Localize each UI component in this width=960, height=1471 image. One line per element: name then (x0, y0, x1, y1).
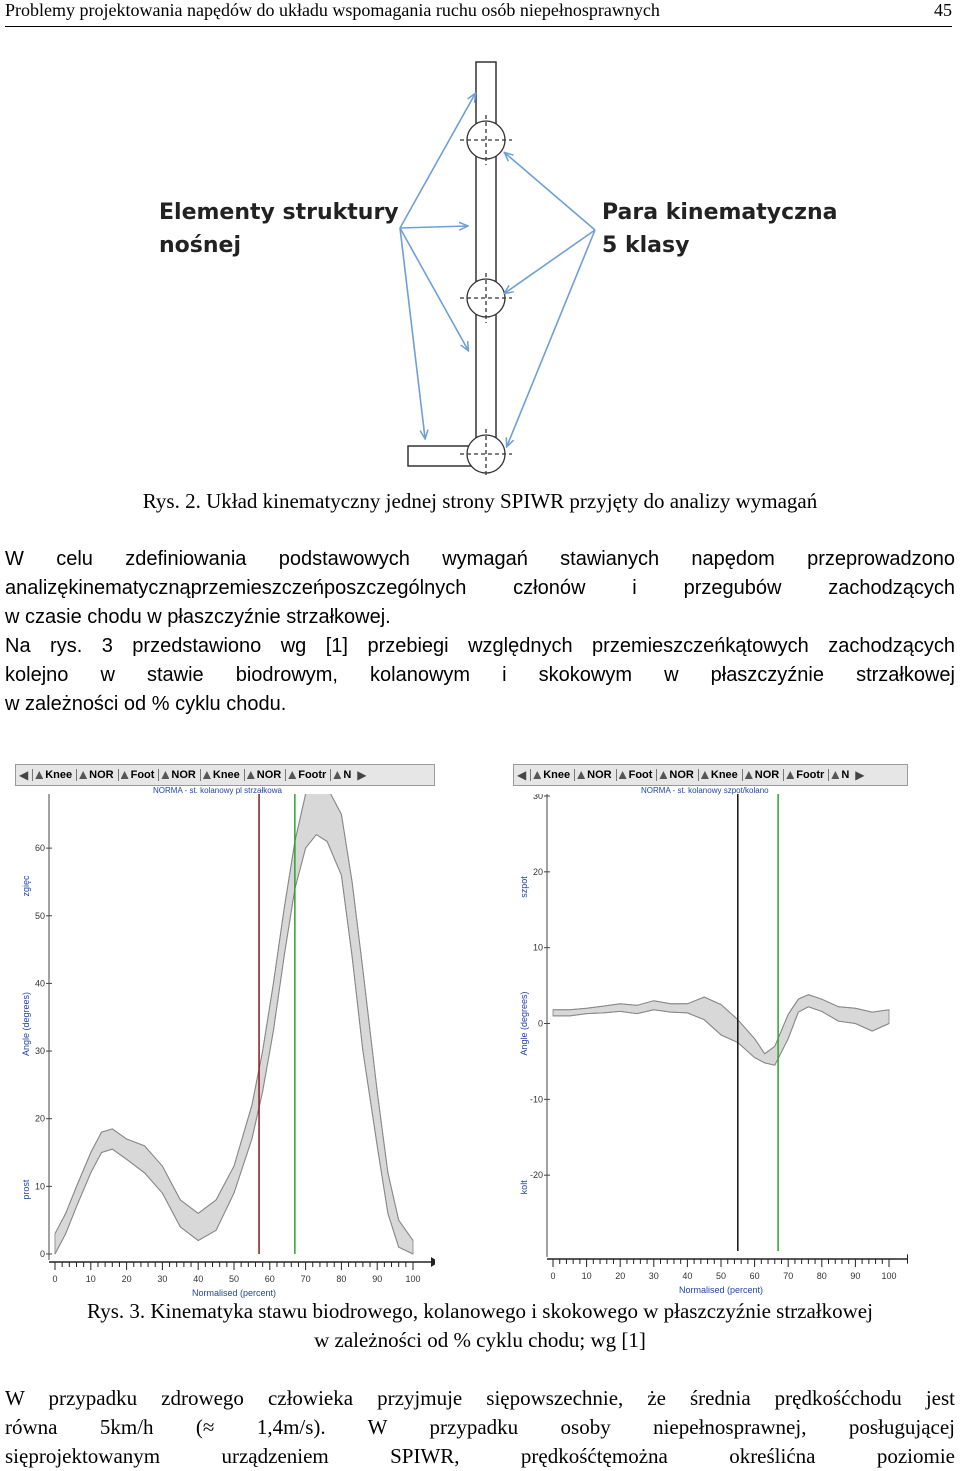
chart-left-ytick-label: 40 (34, 978, 45, 989)
chart-left-ytick-label: 60 (34, 843, 45, 854)
toolbar-right-item-3[interactable]: Foot (616, 769, 655, 781)
chart-left-y-axis-top-label: zgięc (21, 875, 31, 897)
chart-left-subtitle: NORMA - st. kolanowy pl strzałkowa (153, 786, 282, 795)
chart-right-ytick-label: -20 (529, 1170, 543, 1181)
chart-right-xtick-label: 30 (648, 1271, 659, 1281)
chart-right-subtitle: NORMA - st. kolanowy szpot/kolano (641, 786, 769, 795)
figure-2-caption: Rys. 2. Układ kinematyczny jednej strony SPIWR przyjęty do analizy wymagań (142, 489, 818, 513)
figure-3-caption-line-2: w zależności od % cyklu chodu; wg [1] (314, 1328, 646, 1352)
page-header (5, 0, 952, 27)
chart-right-y-axis-bottom-label: kolt (519, 1180, 529, 1195)
chart-left-xtick-label: 60 (264, 1274, 275, 1284)
chart-left-xtick-label: 30 (157, 1274, 168, 1284)
chart-right-y-axis-top-label: szpot (519, 876, 529, 898)
toolbar-left-scroll-right-icon[interactable]: ▶ (357, 767, 367, 782)
paragraph-1-line-3: w czasie chodu w płaszczyźnie strzałkowej. (5, 606, 391, 628)
figure-3-caption (0, 1297, 960, 1355)
running-title: Problemy projektowania napędów do układu wspomagania ruchu osób niepełnosprawnych (5, 0, 660, 20)
chart-left-xtick-label: 50 (228, 1274, 240, 1284)
toolbar-right-item-4[interactable]: NOR (656, 769, 695, 781)
chart-left-xtick-label: 90 (372, 1274, 383, 1284)
chart-right-xtick-label: 90 (850, 1271, 861, 1281)
chart-left-xtick-label: 10 (85, 1274, 96, 1284)
joint-lower (460, 429, 512, 478)
joint-upper (460, 115, 512, 165)
chart-left-y-axis-label: Angle (degrees) (21, 991, 31, 1057)
paragraph-2-line-3: w zależności od % cyklu chodu. (5, 693, 287, 715)
chart-left (15, 764, 435, 1299)
chart-left-ytick-label: 20 (34, 1113, 45, 1124)
chart-left-ytick-label: 30 (34, 1046, 45, 1057)
arrows-structure (400, 94, 475, 438)
toolbar-left-item-6[interactable]: NOR (244, 769, 283, 781)
toolbar-left-item-7[interactable]: Footr (285, 769, 328, 781)
paragraph-2-line-1: Na rys. 3 przedstawiono wg [1] przebiegi względnych przemieszczeńkątowych zachodzących (5, 635, 955, 657)
toolbar-left-scroll-left-icon[interactable]: ◀ (19, 767, 29, 782)
toolbar-left-item-1[interactable]: Knee (32, 769, 74, 781)
chart-right-xtick-label: 70 (783, 1271, 794, 1281)
toolbar-right-scroll-left-icon[interactable]: ◀ (517, 767, 527, 782)
arrows-kinematic-pair (505, 153, 595, 446)
toolbar-left-item-2[interactable]: NOR (76, 769, 115, 781)
chart-right-ytick-label: 20 (532, 866, 543, 877)
label-structure-elements: Elementy struktury nośnej (159, 200, 399, 258)
chart-right-ytick-label: 30 (532, 794, 543, 801)
chart-left-x-axis-label: Normalised (percent) (191, 1288, 277, 1298)
toolbar-right-item-2[interactable]: NOR (574, 769, 613, 781)
chart-right-x-axis-arrow (907, 1254, 908, 1264)
chart-left-xtick-label: 0 (52, 1274, 58, 1284)
chart-right-ytick-label: 0 (537, 1018, 543, 1029)
chart-left-plot (15, 794, 435, 1299)
chart-left-norm-band (55, 794, 413, 1254)
figure-3-caption-line-1: Rys. 3. Kinematyka stawu biodrowego, kolanowego i skokowego w płaszczyźnie strzałkowej (87, 1299, 873, 1323)
chart-right-xtick-label: 20 (615, 1271, 626, 1281)
chart-right-ytick-label: -10 (529, 1094, 543, 1105)
paragraph-3-line-1: W przypadku zdrowego człowieka przyjmuje siępowszechnie, że średnia prędkośćchodu jest (5, 1386, 955, 1410)
chart-left-xtick-label: 20 (121, 1274, 132, 1284)
paragraph-2 (5, 632, 955, 719)
chart-right-xtick-label: 10 (581, 1271, 592, 1281)
toolbar-left-item-5[interactable]: Knee (200, 769, 242, 781)
chart-left-xtick-label: 100 (405, 1274, 421, 1284)
chart-left-xtick-label: 80 (336, 1274, 347, 1284)
chart-left-y-axis-bottom-label: prost (21, 1179, 31, 1200)
toolbar-right-item-8[interactable]: N (828, 769, 851, 781)
chart-right-x-axis-label: Normalised (percent) (678, 1285, 764, 1295)
toolbar-right-item-1[interactable]: Knee (530, 769, 572, 781)
chart-left-x-axis-arrow (431, 1257, 435, 1267)
chart-left-toolbar (15, 764, 435, 786)
chart-right-y-axis-label: Angle (degrees) (519, 991, 529, 1056)
page-number: 45 (934, 0, 952, 20)
chart-right-ytick-label: 10 (532, 942, 543, 953)
paragraph-1-line-1: W celu zdefiniowania podstawowych wymagań stawianych napędom przeprowadzono (5, 548, 955, 570)
toolbar-left-item-8[interactable]: N (330, 769, 353, 781)
chart-left-ytick-label: 0 (39, 1249, 45, 1259)
toolbar-left-item-4[interactable]: NOR (158, 769, 197, 781)
figure-2-diagram (155, 58, 838, 478)
chart-right (513, 764, 908, 1299)
paragraph-1-line-2: analizękinematycznąprzemieszczeńposzczególnych członów i przegubów zachodzących (5, 577, 955, 599)
chart-right-xtick-label: 60 (749, 1271, 760, 1281)
toolbar-right-item-6[interactable]: NOR (742, 769, 781, 781)
chart-right-plot (513, 794, 908, 1299)
chart-left-ytick-label: 10 (34, 1181, 45, 1192)
chart-right-xtick-label: 50 (715, 1271, 727, 1281)
chart-left-xtick-label: 70 (300, 1274, 311, 1284)
paragraph-2-line-2: kolejno w stawie biodrowym, kolanowym i skokowym w płaszczyźnie strzałkowej (5, 664, 955, 686)
toolbar-right-item-7[interactable]: Footr (783, 769, 826, 781)
chart-right-norm-band (553, 995, 889, 1065)
joint-middle (460, 273, 512, 323)
chart-left-xtick-label: 40 (193, 1274, 204, 1284)
toolbar-right-item-5[interactable]: Knee (698, 769, 740, 781)
kinematic-schematic (155, 58, 825, 478)
chart-right-xtick-label: 80 (816, 1271, 827, 1281)
toolbar-left-item-3[interactable]: Foot (118, 769, 157, 781)
paragraph-1 (5, 545, 955, 632)
chart-left-ytick-label: 50 (34, 910, 45, 921)
paragraph-3-line-3: sięprojektowanym urządzeniem SPIWR, prędkośćtęmożna określićna poziomie (5, 1444, 955, 1468)
chart-right-xtick-label: 40 (682, 1271, 693, 1281)
chart-right-xtick-label: 0 (550, 1271, 556, 1281)
toolbar-right-scroll-right-icon[interactable]: ▶ (855, 767, 865, 782)
chart-right-toolbar (513, 764, 908, 786)
paragraph-3-line-2: równa 5km/h (≈ 1,4m/s). W przypadku osoby niepełnosprawnej, posługującej (5, 1415, 955, 1439)
label-kinematic-pair: Para kinematyczna 5 klasy (602, 200, 838, 258)
paragraph-3 (5, 1384, 955, 1471)
chart-right-xtick-label: 100 (881, 1271, 897, 1281)
